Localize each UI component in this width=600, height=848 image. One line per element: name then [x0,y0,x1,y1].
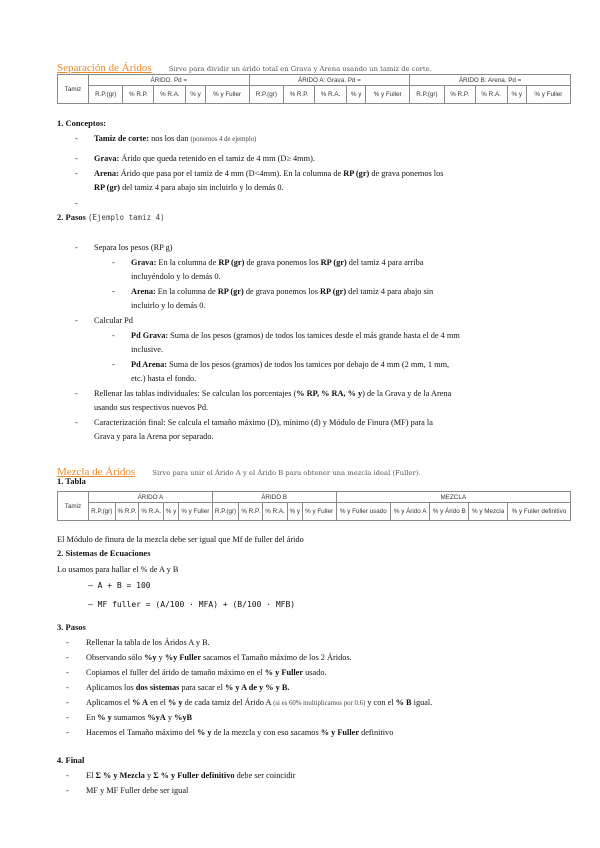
col-header: % R.P. [115,503,139,521]
concept-arena-l2 [94,180,284,195]
note: (ponemos 4 de ejemplo) [190,136,257,143]
dash: - [75,389,78,398]
paso-4-l2: Grava y para la Arena por separado. [94,432,214,441]
sistemas-heading: 2. Sistemas de Ecuaciones [57,548,151,558]
bold: % y [168,698,183,707]
mezcla-paso-1: Rellenar la tabla de los Áridos A y B. [86,638,210,647]
group-arido-b: ÁRIDO B: Arena. Pd = [410,75,571,86]
term: Tamiz de corte: [94,134,149,143]
mezcla-table [57,491,571,521]
mezcla-paso-5 [86,695,432,711]
bold: RP (gr) [94,183,121,192]
text: Árido que queda retenido en el tamiz de 4 mm (D≥ 4mm). [119,154,315,163]
col-header: R.P.(gr) [89,503,116,521]
col-tamiz: Tamiz [58,75,89,104]
col-header: % R.P. [239,503,263,521]
col-header: % R.P. [123,86,154,104]
col-header: % y Fuller [366,86,410,104]
conceptos-heading: 1. Conceptos: [57,118,107,128]
paso-4: Caracterización final: Se calcula el tamaño máximo (D), mínimo (d) y Módulo de Finura (MF) para la [94,418,433,427]
col-header: % y Fuller [178,503,212,521]
bold: %y [144,653,157,662]
dash: - [75,154,78,163]
bold: RP (gr) [343,169,370,178]
text: debe ser coincidir [234,771,296,780]
text: Aplicamos los [86,683,136,692]
col-header: % R.P. [284,86,315,104]
group-mezcla: MEZCLA [336,492,570,503]
col-header: R.P.(gr) [89,86,123,104]
term: Arena: [94,169,119,178]
dash: - [66,786,69,795]
text: y [165,713,175,722]
text: En la columna de [155,287,218,296]
pasos2-heading: 3. Pasos [57,622,86,632]
dash: - [75,418,78,427]
dash: - [75,169,78,178]
dash: - [66,683,69,692]
text: nos los dan [149,134,191,143]
concept-arena [94,166,443,181]
col-header: % y [507,86,526,104]
bold: %yB [174,713,193,722]
col-header: R.P.(gr) [410,86,444,104]
section-subtitle: Sirve para dividir un árido total en Grava y Arena usando un tamiz de corte. [168,65,432,73]
text: En [86,713,98,722]
final-heading: 4. Final [57,755,85,765]
equation-2: – MF fuller = (A/100 · MFA) + (B/100 · MFB) [88,600,296,609]
bold: % y A de y % y B. [224,683,290,692]
paso-2: Calcular Pd [94,316,133,325]
col-header: % y [287,503,302,521]
dash: - [75,134,78,143]
separacion-table [57,74,571,104]
dash: - [66,771,69,780]
text: ) de la Grava y de la Arena [362,389,452,398]
text: de grava ponemos los [369,169,444,178]
col-header: % R.P. [444,86,475,104]
dash: - [112,287,115,296]
col-header: % R.A. [314,86,346,104]
col-header: % R.A. [154,86,186,104]
col-header: R.P.(gr) [212,503,239,521]
text: de cada tamiz del Árido A [182,698,274,707]
dash: - [112,331,115,340]
col-header: % y Fuller [526,86,570,104]
paso-3 [94,386,451,401]
term: Pd Grava: [131,331,169,340]
text: del tamiz 4 para abajo sin incluirlo y lo demás 0. [120,183,284,192]
text: para sacar el [179,683,225,692]
text: de grava ponemos los [244,258,321,267]
col-header: % y Fuller definitivo [507,503,570,521]
dash: - [66,653,69,662]
group-arido-b: ÁRIDO B [212,492,336,503]
col-header: % y Fuller usado [336,503,391,521]
dash: - [75,243,78,252]
paso-2b [131,357,449,372]
dash: - [75,199,78,208]
bold: % y [97,713,112,722]
bold: Σ % y Fuller definitivo [153,771,235,780]
modulo-line: El Módulo de finura de la mezcla debe ser igual que Mf de fuller del árido [57,535,304,544]
dash: - [66,638,69,647]
heading: 2. Pasos [57,212,86,222]
bold: RP (gr) [320,258,347,267]
paso-2a-l2: inclusive. [131,345,164,354]
bold: RP (gr) [217,287,244,296]
text: y con el [365,698,396,707]
text: Suma de los pesos (gramos) de todos los tamices por debajo de 4 mm (2 mm, 1 mm, [167,360,450,369]
text: del tamiz 4 para abajo sin [346,287,434,296]
col-header: % y [164,503,179,521]
text: Rellenar las tablas individuales: Se calculan los porcentajes ( [94,389,297,398]
mezcla-paso-3 [86,665,327,680]
concept-grava [94,151,315,166]
text: definitivo [359,728,394,737]
text: igual. [411,698,433,707]
col-header: % y Árido A [391,503,430,521]
paso-1b [131,284,433,299]
section-title: Mezcla de Áridos [57,466,136,478]
text: usado. [303,668,327,677]
concept-tamiz [94,131,256,147]
bold: %yA [147,713,166,722]
text: Aplicamos el [86,698,133,707]
text: Hacemos el Tamaño máximo del [86,728,198,737]
tabla-heading: 1. Tabla [57,476,86,486]
final-2: MF y MF Fuller debe ser igual [86,786,189,795]
text: Observando sólo [86,653,145,662]
text: de grava ponemos los [243,287,321,296]
note: (si es 60% multiplicamos por 0.6) [273,700,366,707]
term: Grava: [131,258,157,267]
mezcla-paso-7 [86,725,393,740]
col-header: % y Fuller [205,86,249,104]
bold: % y Fuller [264,668,304,677]
text: sumamos [111,713,148,722]
text: sacamos el Tamaño máximo de los 2 Áridos. [201,653,352,662]
term: Arena: [131,287,156,296]
text: El [86,771,96,780]
usamos-line: Lo usamos para hallar el % de A y B [57,565,179,574]
paso-1a-l2: incluyéndolo y lo demás 0. [131,272,221,281]
group-arido: ÁRIDO. Pd = [89,75,250,86]
bold: dos sistemas [135,683,180,692]
bold: % A [132,698,148,707]
section-title: Separación de Áridos [57,62,152,74]
dash: - [75,316,78,325]
section-subtitle: Sirve para unir el Árido A y el Árido B para obtener una mezcla ideal (Fuller). [152,469,421,477]
group-arido-a: ÁRIDO A [89,492,213,503]
section-mezcla-header [57,460,421,479]
dash: - [66,713,69,722]
bold: RP (gr) [218,258,245,267]
col-header: % R.A. [475,86,507,104]
section-separacion-header [57,56,432,75]
bold: RP (gr) [320,287,347,296]
col-header: % R.A. [139,503,164,521]
paso-1: Separa los pesos (RP g) [94,243,173,252]
col-header: R.P.(gr) [249,86,283,104]
col-header: % y Fuller [302,503,336,521]
bold: % y Fuller [320,728,360,737]
text: y [156,653,165,662]
dash: - [112,360,115,369]
text: en el [148,698,169,707]
bold: % B [395,698,412,707]
text: del tamiz 4 para arriba [346,258,424,267]
paso-2a [131,328,460,343]
bold: %y Fuller [164,653,202,662]
group-arido-a: ÁRIDO A: Grava. Pd = [249,75,410,86]
paso-1a [131,255,423,270]
col-header: % y Mezcla [469,503,508,521]
bold: Σ % y Mezcla [95,771,145,780]
dash: - [66,698,69,707]
col-header: % y [347,86,366,104]
dash: - [66,668,69,677]
text: de la mezcla y con eso sacamos [211,728,321,737]
dash: - [112,258,115,267]
text: En la columna de [156,258,219,267]
final-1 [86,768,296,783]
mezcla-paso-6 [86,710,192,725]
term: Pd Arena: [131,360,168,369]
equation-1: – A + B = 100 [88,581,151,590]
col-tamiz: Tamiz [58,492,89,521]
bold: % RP, % RA, % y [296,389,363,398]
paso-2b-l2: etc.) hasta el fondo. [131,374,197,383]
text: y [144,771,154,780]
term: Grava: [94,154,120,163]
mezcla-paso-2 [86,650,352,665]
pasos-heading [57,210,165,225]
text: Copiamos el fuller del árido de tamaño máximo en el [86,668,265,677]
col-header: % R.A. [263,503,288,521]
mezcla-paso-4 [86,680,290,695]
paso-1b-l2: incluirlo y lo demás 0. [131,301,206,310]
paso-3-l2: usando sus respectivos nuevos Pd. [94,403,209,412]
dash: - [66,728,69,737]
handwritten-note: (Ejemplo tamiz 4) [87,213,165,222]
col-header: % y [186,86,205,104]
text: Suma de los pesos (gramos) de todos los tamices desde el más grande hasta el de 4 mm [168,331,460,340]
text: Árido que pasa por el tamiz de 4 mm (D<4mm). En la columna de [118,169,344,178]
bold: % y [197,728,212,737]
col-header: % y Árido B [430,503,469,521]
